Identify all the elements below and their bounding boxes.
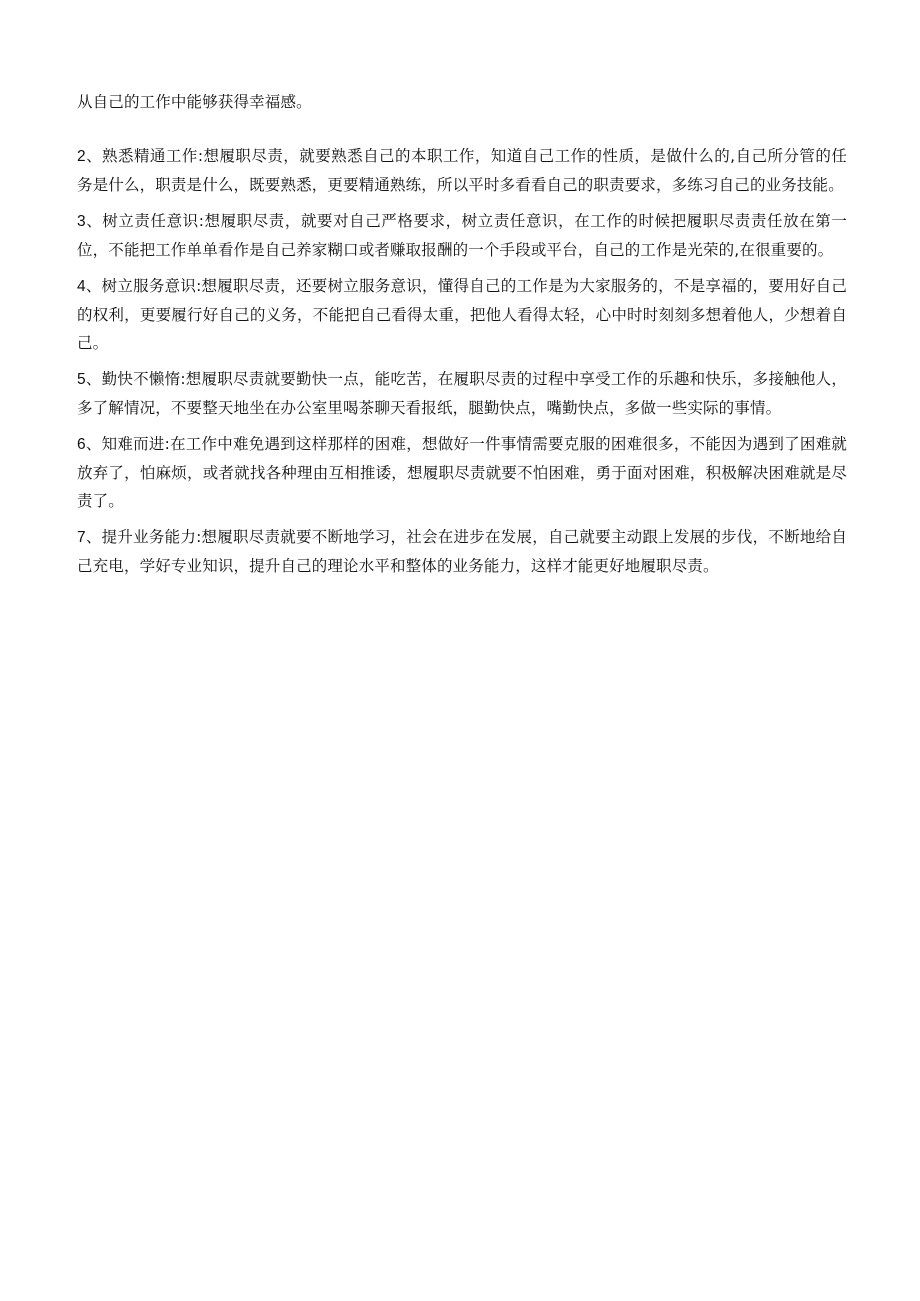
paragraph-item-2 [77, 142, 847, 199]
paragraph-item-7 [77, 523, 847, 580]
paragraph-text: 、树立责任意识:想履职尽责，就要对自己严格要求，树立责任意识，在工作的时候把履职尽责责任放在第一位，不能把工作单单看作是自己养家糊口或者赚取报酬的一个手段或平台，自己的工作是光荣的,在很重要的。 [77, 212, 847, 259]
paragraph-item-3 [77, 207, 847, 264]
paragraph-text: 、勤快不懒惰:想履职尽责就要勤快一点，能吃苦，在履职尽责的过程中享受工作的乐趣和快乐，多接触他人，多了解情况，不要整天地坐在办公室里喝茶聊天看报纸，腿勤快点，嘴勤快点，多做一些实际的事情。 [77, 370, 847, 417]
paragraph-text: 从自己的工作中能够获得幸福感。 [77, 93, 312, 111]
item-number: 4 [77, 278, 86, 295]
item-number: 3 [77, 213, 86, 230]
paragraph-item-4 [77, 272, 847, 357]
paragraph-text: 、提升业务能力:想履职尽责就要不断地学习，社会在进步在发展，自己就要主动跟上发展的步伐，不断地给自己充电，学好专业知识，提升自己的理论水平和整体的业务能力，这样才能更好地履职尽责。 [77, 528, 847, 575]
paragraph-text: 、知难而进:在工作中难免遇到这样那样的困难，想做好一件事情需要克服的困难很多，不能因为遇到了困难就放弃了，怕麻烦，或者就找各种理由互相推诿，想履职尽责就要不怕困难，勇于面对困难，积极解决困难就是尽责了。 [77, 435, 847, 510]
paragraph-intro [77, 88, 847, 116]
paragraph-item-6 [77, 430, 847, 515]
document-body [77, 88, 847, 588]
paragraph-text: 、熟悉精通工作:想履职尽责，就要熟悉自己的本职工作，知道自己工作的性质，是做什么的,自己所分管的任务是什么，职责是什么，既要熟悉，更要精通熟练，所以平时多看看自己的职责要求，多练习自己的业务技能。 [77, 147, 847, 194]
item-number: 6 [77, 436, 86, 453]
item-number: 2 [77, 148, 86, 165]
paragraph-text: 、树立服务意识:想履职尽责，还要树立服务意识，懂得自己的工作是为大家服务的，不是享福的，要用好自己的权利，更要履行好自己的义务，不能把自己看得太重，把他人看得太轻，心中时时刻刻多想着他人，少想着自己。 [77, 277, 847, 352]
item-number: 7 [77, 529, 86, 546]
paragraph-item-5 [77, 365, 847, 422]
item-number: 5 [77, 371, 86, 388]
